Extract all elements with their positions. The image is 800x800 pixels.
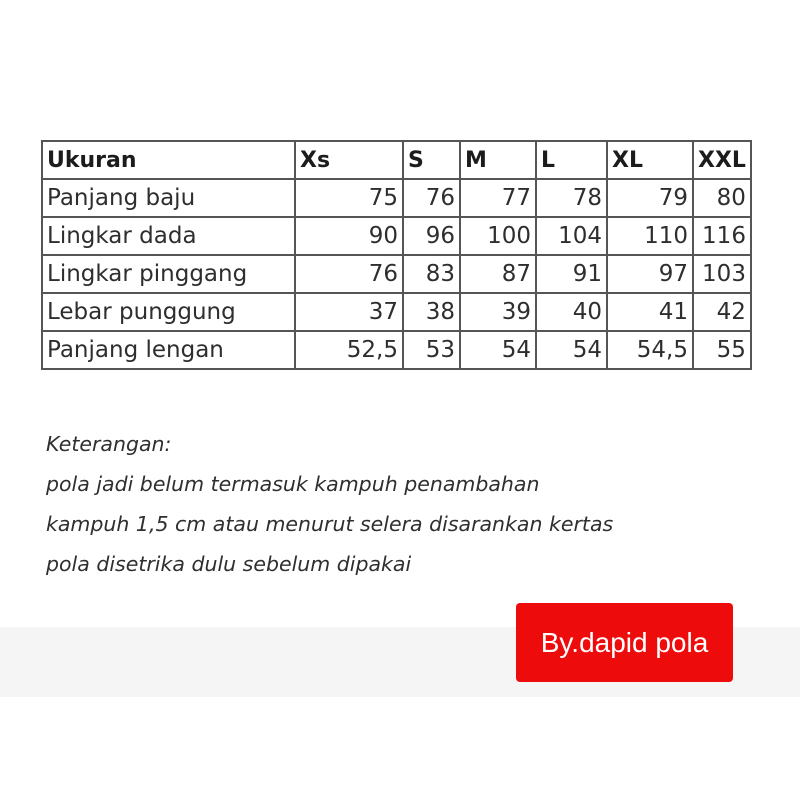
table-cell: 75 xyxy=(295,179,403,217)
table-cell: 116 xyxy=(693,217,751,255)
table-cell: 83 xyxy=(403,255,460,293)
notes-heading: Keterangan: xyxy=(46,432,172,456)
header-cell-xxl: XXL xyxy=(693,141,751,179)
header-cell-xl: XL xyxy=(607,141,693,179)
table-cell: 41 xyxy=(607,293,693,331)
table-cell: 40 xyxy=(536,293,607,331)
table-cell: 76 xyxy=(403,179,460,217)
table-cell: 54 xyxy=(460,331,536,369)
header-cell-size: Ukuran xyxy=(42,141,295,179)
row-label: Lingkar pinggang xyxy=(42,255,295,293)
credit-text: By.dapid pola xyxy=(540,626,709,658)
table-cell: 110 xyxy=(607,217,693,255)
table-cell: 90 xyxy=(295,217,403,255)
size-chart-table xyxy=(41,140,752,370)
notes-line: kampuh 1,5 cm atau menurut selera disarankan kertas xyxy=(46,512,614,536)
table-cell: 78 xyxy=(536,179,607,217)
table-cell: 80 xyxy=(693,179,751,217)
row-label: Lingkar dada xyxy=(42,217,295,255)
notes-block xyxy=(46,424,766,584)
table-row xyxy=(42,293,751,331)
table-cell: 39 xyxy=(460,293,536,331)
table-cell: 87 xyxy=(460,255,536,293)
table-cell: 54 xyxy=(536,331,607,369)
row-label: Panjang lengan xyxy=(42,331,295,369)
table-row xyxy=(42,255,751,293)
credit-badge xyxy=(516,603,733,682)
header-cell-s: S xyxy=(403,141,460,179)
table-row xyxy=(42,331,751,369)
table-cell: 37 xyxy=(295,293,403,331)
table-row xyxy=(42,179,751,217)
row-label: Lebar punggung xyxy=(42,293,295,331)
table-cell: 96 xyxy=(403,217,460,255)
table-row xyxy=(42,217,751,255)
table-cell: 54,5 xyxy=(607,331,693,369)
table-cell: 104 xyxy=(536,217,607,255)
header-cell-xs: Xs xyxy=(295,141,403,179)
header-cell-l: L xyxy=(536,141,607,179)
table-cell: 52,5 xyxy=(295,331,403,369)
table-cell: 76 xyxy=(295,255,403,293)
table-cell: 77 xyxy=(460,179,536,217)
table-cell: 100 xyxy=(460,217,536,255)
table-cell: 38 xyxy=(403,293,460,331)
table-cell: 42 xyxy=(693,293,751,331)
table-cell: 97 xyxy=(607,255,693,293)
table-cell: 91 xyxy=(536,255,607,293)
notes-line: pola disetrika dulu sebelum dipakai xyxy=(46,552,412,576)
header-cell-m: M xyxy=(460,141,536,179)
table-cell: 53 xyxy=(403,331,460,369)
notes-line: pola jadi belum termasuk kampuh penambahan xyxy=(46,472,540,496)
table-header-row xyxy=(42,141,751,179)
row-label: Panjang baju xyxy=(42,179,295,217)
table-cell: 103 xyxy=(693,255,751,293)
table-cell: 55 xyxy=(693,331,751,369)
table-cell: 79 xyxy=(607,179,693,217)
